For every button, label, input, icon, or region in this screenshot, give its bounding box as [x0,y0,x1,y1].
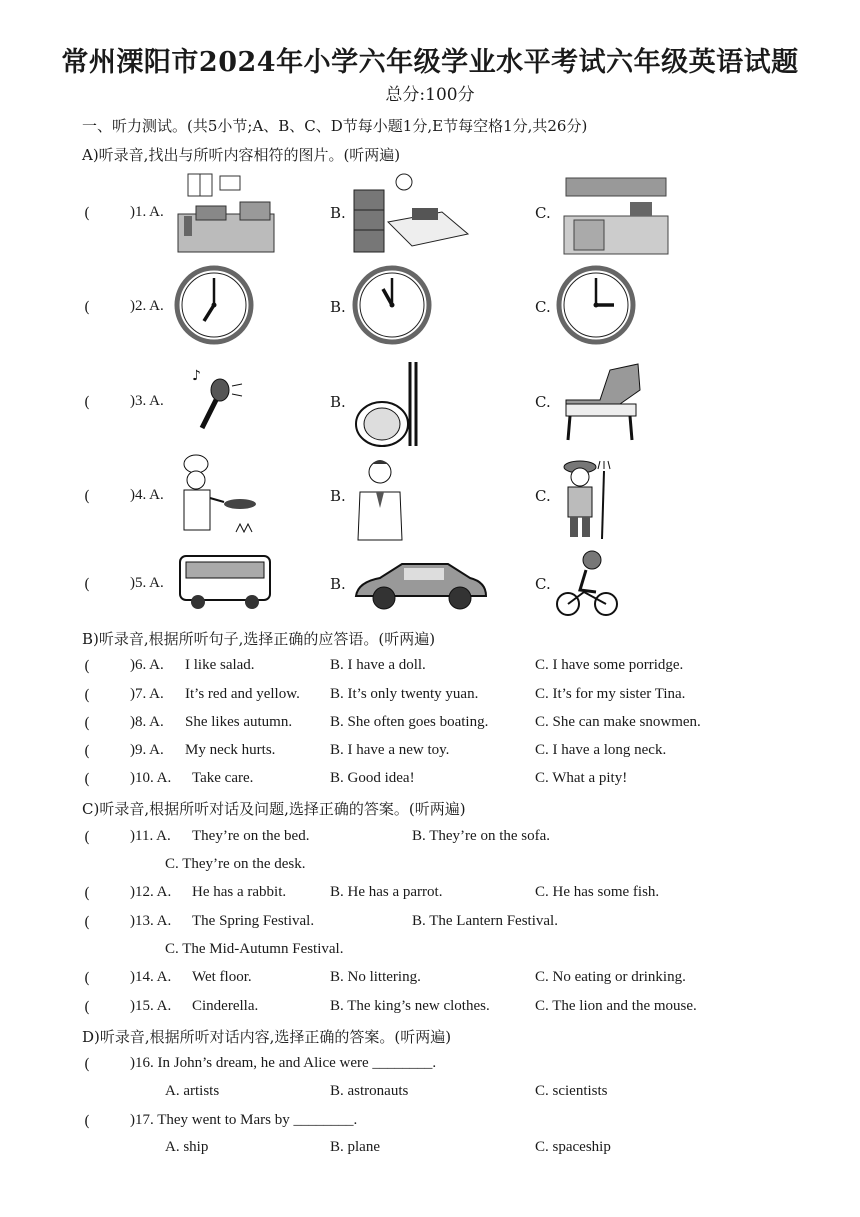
question-7-number: )7. A. [130,686,164,702]
option-c: C. No eating or drinking. [535,969,686,985]
question-10-number: )10. A. [130,770,172,786]
clock-eleven-icon [352,265,432,345]
option-a: It’s red and yellow. [185,686,300,702]
option-b: B. The king’s new clothes. [330,998,490,1014]
option-c: C. scientists [535,1083,608,1099]
option-b: B. The Lantern Festival. [412,913,558,929]
clock-seven-icon [174,265,254,345]
option-b: B. No littering. [330,969,421,985]
part-one-heading: 一、听力测试。(共5小节;A、B、C、D节每小题1分,E节每空格1分,共26分) [82,117,588,135]
option-c-label: C. [535,487,551,505]
option-a: A. artists [165,1083,220,1099]
answer-paren[interactable]: ( [84,913,90,931]
question-6-number: )6. A. [130,657,164,673]
option-c: C. The lion and the mouse. [535,998,697,1014]
answer-paren[interactable]: ( [84,1112,90,1130]
question-11-number: )11. A. [130,828,171,844]
answer-paren[interactable]: ( [84,969,90,987]
bedroom-icon [352,172,470,256]
question-4-number: )4. A. [130,487,164,503]
option-a: Wet floor. [192,969,252,985]
section-d-heading: D)听录音,根据所听对话内容,选择正确的答案。(听两遍) [82,1028,452,1046]
option-a: A. ship [165,1139,209,1155]
option-c-label: C. [535,204,551,222]
option-a: My neck hurts. [185,742,276,758]
question-16-stem: )16. In John’s dream, he and Alice were ________. [130,1055,437,1071]
bus-icon [178,552,274,612]
question-13-number: )13. A. [130,913,172,929]
answer-paren[interactable]: ( [84,575,90,593]
answer-paren[interactable]: ( [84,884,90,902]
bike-icon [556,548,618,618]
option-b: B. Good idea! [330,770,415,786]
option-b-label: B. [330,487,346,505]
answer-paren[interactable]: ( [84,204,90,222]
option-c: C. The Mid-Autumn Festival. [165,941,344,957]
option-c-label: C. [535,393,551,411]
answer-paren[interactable]: ( [84,393,90,411]
option-a: Take care. [192,770,254,786]
answer-paren[interactable]: ( [84,770,90,788]
answer-paren[interactable]: ( [84,487,90,505]
option-c-label: C. [535,298,551,316]
option-b-label: B. [330,393,346,411]
option-c: C. It’s for my sister Tina. [535,686,686,702]
question-17-stem: )17. They went to Mars by ________. [130,1112,358,1128]
page-title: 常州溧阳市2024年小学六年级学业水平考试六年级英语试题 [61,47,799,78]
question-5-number: )5. A. [130,575,164,591]
option-b: B. I have a doll. [330,657,426,673]
option-c-label: C. [535,575,551,593]
option-b: B. They’re on the sofa. [412,828,551,844]
answer-paren[interactable]: ( [84,998,90,1016]
option-b: B. I have a new toy. [330,742,450,758]
option-c: C. I have some porridge. [535,657,684,673]
doctor-icon [350,456,410,542]
option-b-label: B. [330,575,346,593]
option-c: C. spaceship [535,1139,611,1155]
option-b: B. plane [330,1139,380,1155]
drum-icon [354,360,424,448]
option-c: C. They’re on the desk. [165,856,306,872]
section-c-heading: C)听录音,根据所听对话及问题,选择正确的答案。(听两遍) [82,800,466,818]
svg-text:♪: ♪ [192,368,201,384]
farmer-icon [556,455,616,541]
answer-paren[interactable]: ( [84,657,90,675]
option-a: They’re on the bed. [192,828,310,844]
cook-icon [178,452,262,540]
option-b: B. He has a parrot. [330,884,443,900]
answer-paren[interactable]: ( [84,742,90,760]
question-1-number: )1. A. [130,204,164,220]
option-b: B. astronauts [330,1083,409,1099]
option-b: B. She often goes boating. [330,714,489,730]
option-c: C. He has some fish. [535,884,660,900]
total-score: 总分:100分 [385,85,475,105]
question-2-number: )2. A. [130,298,164,314]
question-12-number: )12. A. [130,884,172,900]
microphone-icon [190,366,246,436]
question-8-number: )8. A. [130,714,164,730]
question-15-number: )15. A. [130,998,172,1014]
option-c: C. What a pity! [535,770,628,786]
option-a: He has a rabbit. [192,884,287,900]
option-b: B. It’s only twenty yuan. [330,686,479,702]
answer-paren[interactable]: ( [84,714,90,732]
option-a: She likes autumn. [185,714,293,730]
clock-three-icon [556,265,636,345]
option-a: I like salad. [185,657,255,673]
option-a: The Spring Festival. [192,913,315,929]
answer-paren[interactable]: ( [84,686,90,704]
piano-icon [560,360,644,442]
question-9-number: )9. A. [130,742,164,758]
answer-paren[interactable]: ( [84,1055,90,1073]
option-b-label: B. [330,204,346,222]
question-3-number: )3. A. [130,393,164,409]
answer-paren[interactable]: ( [84,298,90,316]
question-14-number: )14. A. [130,969,172,985]
section-b-heading: B)听录音,根据所听句子,选择正确的应答语。(听两遍) [82,630,436,648]
answer-paren[interactable]: ( [84,828,90,846]
option-a: Cinderella. [192,998,259,1014]
option-c: C. She can make snowmen. [535,714,701,730]
option-b-label: B. [330,298,346,316]
living-room-icon [176,170,276,254]
section-a-heading: A)听录音,找出与所听内容相符的图片。(听两遍) [82,146,401,164]
option-c: C. I have a long neck. [535,742,667,758]
kitchen-icon [560,176,672,256]
car-icon [352,556,490,614]
